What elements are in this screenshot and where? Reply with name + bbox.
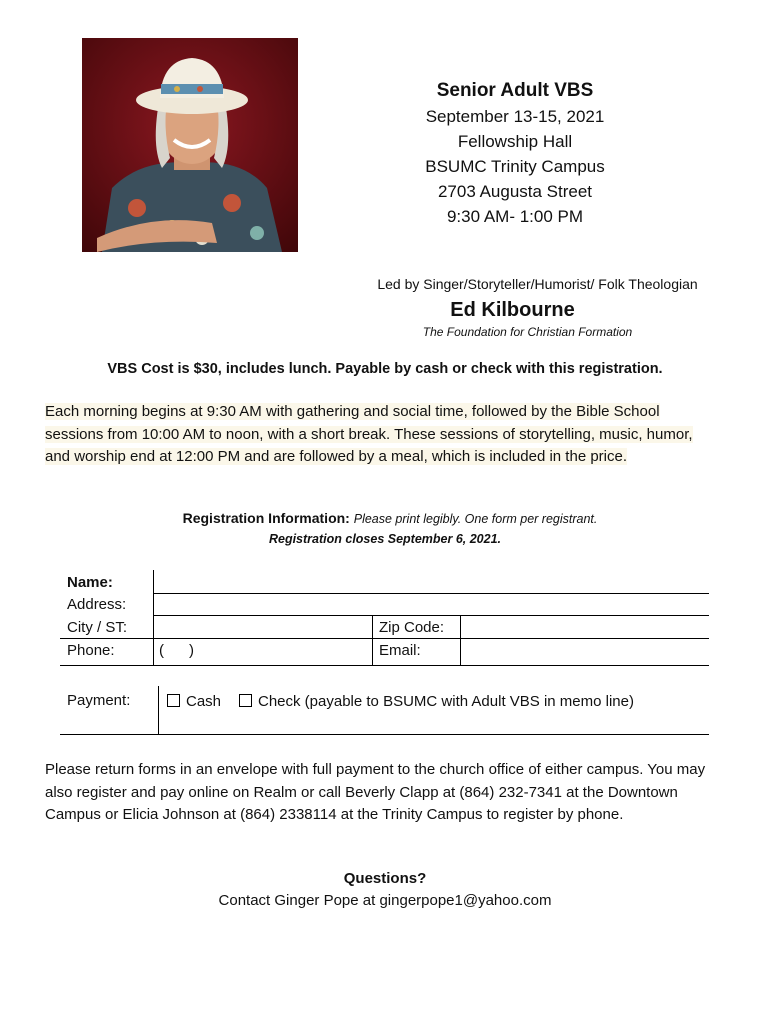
leader-name: Ed Kilbourne	[450, 299, 575, 321]
leader-photo	[82, 38, 298, 252]
event-time: 9:30 AM- 1:00 PM	[446, 207, 584, 226]
city-field[interactable]	[160, 617, 370, 637]
registration-deadline: Registration closes September 6, 2021.	[268, 532, 502, 546]
event-venue: Fellowship Hall	[457, 132, 573, 151]
leader-organization: The Foundation for Christian Formation	[422, 325, 633, 339]
phone-field[interactable]: ( )	[159, 642, 194, 659]
cash-checkbox[interactable]	[167, 694, 180, 707]
cost-notice: VBS Cost is $30, includes lunch. Payable by cash or check with this registration.	[107, 361, 663, 377]
name-field[interactable]	[160, 572, 705, 592]
cash-option-label: Cash	[186, 693, 222, 710]
event-info	[380, 78, 650, 229]
payment-label: Payment:	[67, 692, 131, 709]
description	[45, 401, 715, 469]
email-field[interactable]	[463, 640, 707, 662]
name-label: Name:	[67, 574, 113, 591]
contact-info: Contact Ginger Pope at gingerpope1@yahoo.com	[218, 892, 552, 909]
zip-field[interactable]	[463, 617, 707, 637]
city-label: City / ST:	[67, 619, 128, 636]
registration-heading: Registration Information:	[182, 510, 350, 526]
registration-info	[40, 510, 740, 526]
leader-photo-image	[82, 38, 298, 252]
description-text: Each morning begins at 9:30 AM with gathering and social time, followed by the Bible School sessions from 10:00 AM to noon, with a short break. These sessions of storytelling, music, humor, and worship end at 12:00 PM and are followed by a meal, which is included in the price.	[45, 403, 693, 465]
event-campus: BSUMC Trinity Campus	[425, 157, 605, 176]
return-instructions: Please return forms in an envelope with full payment to the church office of either campus. You may also register and pay online on Realm or call Beverly Clapp at (864) 232-7341 at the Downtown Campus or Elicia Johnson at (864) 2338114 at the Trinity Campus to register by phone.	[45, 761, 706, 823]
email-label: Email:	[379, 642, 421, 659]
address-label: Address:	[67, 596, 127, 613]
phone-label: Phone:	[67, 642, 115, 659]
event-street: 2703 Augusta Street	[437, 182, 593, 201]
zip-label: Zip Code:	[379, 619, 445, 636]
registration-instructions: Please print legibly. One form per registrant.	[353, 512, 598, 526]
address-field[interactable]	[160, 595, 705, 614]
questions-heading: Questions?	[343, 870, 427, 887]
cash-option[interactable]	[167, 693, 221, 710]
event-title: Senior Adult VBS	[436, 80, 594, 101]
check-option[interactable]	[239, 693, 634, 710]
check-option-label: Check (payable to BSUMC with Adult VBS in memo line)	[258, 693, 634, 710]
event-dates: September 13-15, 2021	[425, 107, 605, 126]
check-checkbox[interactable]	[239, 694, 252, 707]
leader-intro: Led by Singer/Storyteller/Humorist/ Folk Theologian	[377, 276, 698, 292]
